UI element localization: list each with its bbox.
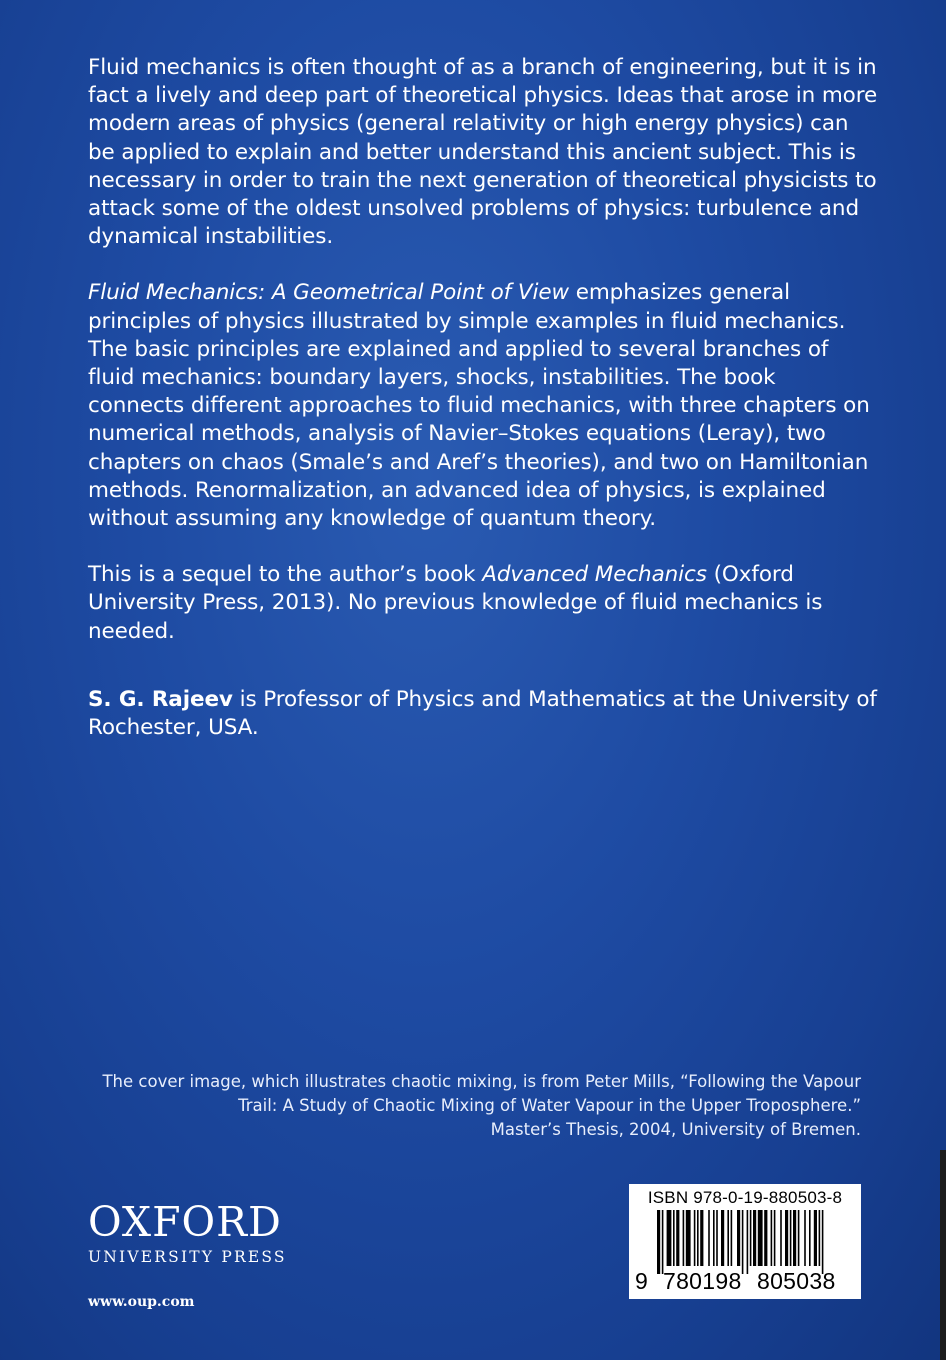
blurb-paragraph-1: Fluid mechanics is often thought of as a branch of engineering, but it is in fact a lively and deep part of theoretical physics. Ideas that arose in more modern areas of physics (general relativity or high energy physics) can be applied to explain and better understand this ancient subject. This is necessary in order to train the next generation of theoretical physicists to attack some of the oldest unsolved problems of physics: turbulence and dynamical instabilities. <box>88 55 878 250</box>
credit-line-3: Master’s Thesis, 2004, University of Bremen. <box>490 1120 861 1139</box>
cover-edge <box>940 1150 946 1360</box>
publisher-subtitle: UNIVERSITY PRESS <box>88 1248 287 1266</box>
book-title: Fluid Mechanics: A Geometrical Point of View <box>88 280 569 306</box>
isbn-barcode <box>629 1184 861 1299</box>
credit-line-2: Trail: A Study of Chaotic Mixing of Water Vapour in the Upper Troposphere.” <box>238 1096 861 1115</box>
blurb-paragraph-3 <box>88 561 878 646</box>
blurb-paragraph-2-body: emphasizes general principles of physics illustrated by simple examples in fluid mechanics. The basic principles are explained and applied to several branches of fluid mechanics: boundary layers, shocks, instabilities. The book connects different approaches to fluid mechanics, with three chapters on numerical methods, analysis of Navier–Stokes equations (Leray), two chapters on chaos (Smale’s and Aref’s theories), and two on Hamiltonian methods. Renormalization, an advanced idea of physics, is explained without assuming any knowledge of quantum theory. <box>88 280 870 532</box>
barcode-bars <box>639 1210 851 1274</box>
author-bio <box>88 686 878 742</box>
isbn-label: ISBN 978-0-19-880503-8 <box>647 1188 843 1207</box>
back-cover-blurb <box>88 54 878 770</box>
barcode-digits-left: 780198 <box>663 1268 742 1294</box>
blurb-paragraph-2 <box>88 279 878 533</box>
sequel-text-start: This is a sequel to the author’s book <box>88 562 483 588</box>
author-name: S. G. Rajeev <box>88 686 233 712</box>
author-bio-text: is Professor of Physics and Mathematics at the University of Rochester, USA. <box>88 686 877 741</box>
barcode-first-digit: 9 <box>635 1268 649 1294</box>
cover-image-credit <box>101 1070 861 1142</box>
sequel-text-end: (Oxford University Press, 2013). No previous knowledge of fluid mechanics is needed. <box>88 562 823 644</box>
publisher-name: OXFORD <box>88 1198 282 1246</box>
credit-line-1: The cover image, which illustrates chaotic mixing, is from Peter Mills, “Following the Vapour <box>102 1072 861 1091</box>
prior-book-title: Advanced Mechanics <box>482 562 707 588</box>
publisher-url[interactable]: www.oup.com <box>88 1294 195 1310</box>
publisher-logo <box>88 1200 287 1310</box>
barcode-digits-right: 805038 <box>757 1268 836 1294</box>
